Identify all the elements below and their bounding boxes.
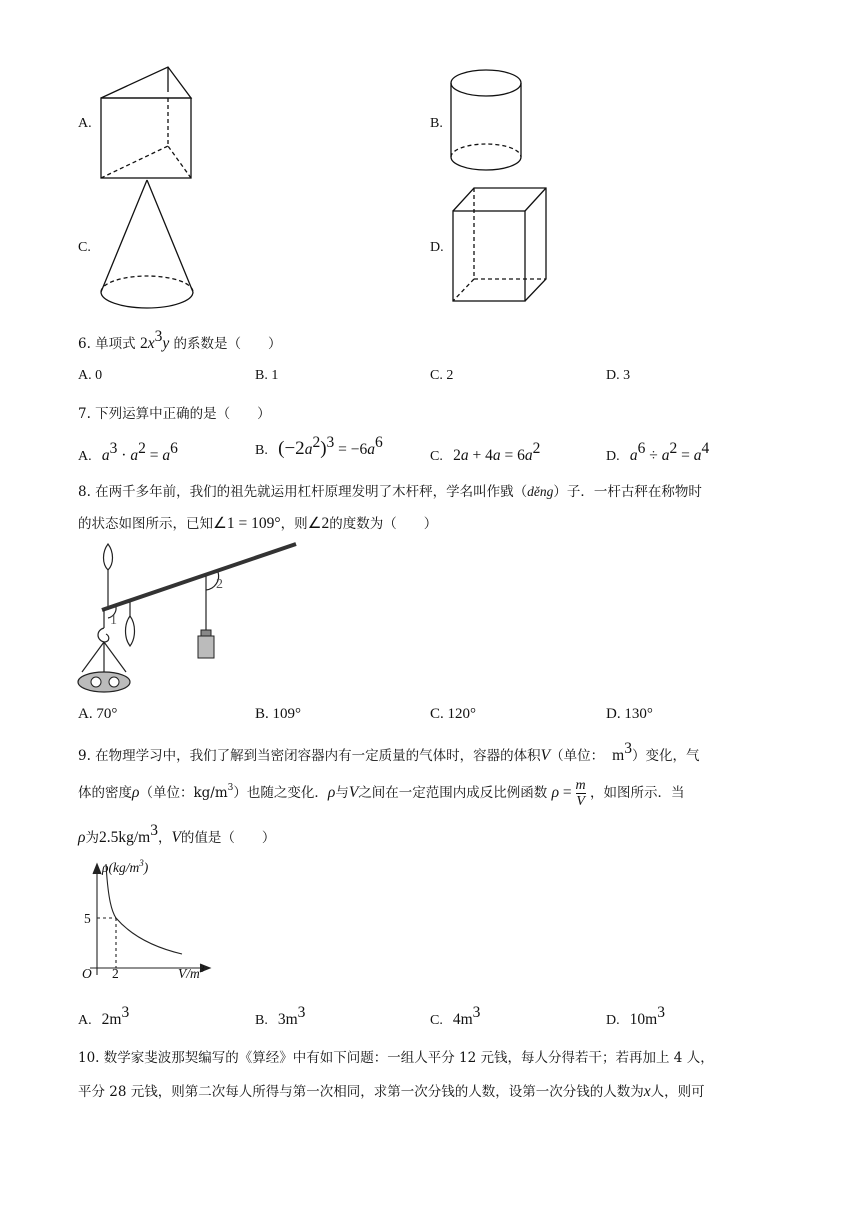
inverse-proportion-graph (78, 850, 218, 985)
graph-y-axis-label: $\rho(kg/m^3)$ (102, 858, 149, 875)
q7-option-d: D. $a^6 \div a^2 = a^4$ (606, 440, 710, 464)
cone-figure (96, 176, 200, 314)
q6-option-c: C. 2 (430, 368, 454, 383)
q5-option-c-label: C. (78, 240, 91, 255)
cuboid-figure (450, 184, 552, 306)
q5-option-d-label: D. (430, 240, 444, 255)
q6-option-d: D. 3 (606, 368, 631, 383)
q5-option-a-label: A. (78, 116, 92, 131)
q8-option-c: C. 120° (430, 706, 477, 722)
angle-2-label: 2 (216, 577, 223, 592)
q8-option-a: A. 70° (78, 706, 118, 722)
angle-1-label: 1 (110, 613, 117, 628)
fraction-m-over-v: $\frac{m}{V}$ (575, 778, 586, 809)
q7-option-b: B. $(-2a^2)^3 = -6a^6$ (255, 434, 383, 459)
q8-stem-line1: 8. 在两千多年前，我们的祖先就运用杠杆原理发明了木杆秤，学名叫作戥（děng）子．一杆古秤在称物时 (78, 484, 702, 500)
q6-stem: 6. 单项式 $2x^3y$ 的系数是（ ） (78, 328, 282, 352)
q7-stem: 7. 下列运算中正确的是（ ） (78, 406, 271, 422)
q5-option-b-label: B. (430, 116, 443, 131)
q9-stem-line3: ρ为$2.5kg/m^3$，V的值是（ ） (78, 822, 276, 846)
q8-option-d: D. 130° (606, 706, 653, 722)
q9-stem-line1: 9. 在物理学习中，我们了解到当密闭容器内有一定质量的气体时，容器的体积V（单位： $m^3$）变化，气 (78, 740, 700, 764)
cylinder-figure (448, 65, 534, 177)
q9-option-b: B. $3m^3$ (255, 1004, 306, 1028)
q6-option-a: A. 0 (78, 368, 103, 383)
q6-option-b: B. 1 (255, 368, 279, 383)
triangular-prism-figure (96, 62, 226, 184)
q9-stem-line2: 体的密度ρ（单位：$kg/m^3$）也随之变化．ρ与V之间在一定范围内成反比例函数 ρ = $\frac{m}{V}$ ，如图所示．当 (78, 778, 685, 809)
q7-option-c: C. $2a + 4a = 6a^2$ (430, 440, 541, 464)
graph-x-tick-2: 2 (112, 966, 119, 981)
q9-option-a: A. $2m^3$ (78, 1004, 130, 1028)
q8-option-b: B. 109° (255, 706, 302, 722)
steelyard-figure (74, 538, 304, 696)
graph-x-axis-label: $V/m^3$ (178, 964, 205, 981)
q9-option-d: D. $10m^3$ (606, 1004, 665, 1028)
q9-option-c: C. $4m^3$ (430, 1004, 481, 1028)
q10-stem-line1: 10. 数学家斐波那契编写的《算经》中有如下问题：一组人平分 12 元钱，每人分得若干；若再加上 4 人， (78, 1050, 714, 1066)
graph-origin-label: O (82, 966, 92, 981)
q10-stem-line2: 平分 28 元钱，则第二次每人所得与第一次相同，求第一次分钱的人数，设第一次分钱的人数为x人，则可 (78, 1083, 705, 1100)
q8-stem-line2: 的状态如图所示，已知∠1 = 109°，则∠2的度数为（ ） (78, 515, 438, 532)
graph-y-tick-5: 5 (84, 911, 91, 926)
q7-option-a: A. $a^3 \cdot a^2 = a^6$ (78, 440, 178, 464)
